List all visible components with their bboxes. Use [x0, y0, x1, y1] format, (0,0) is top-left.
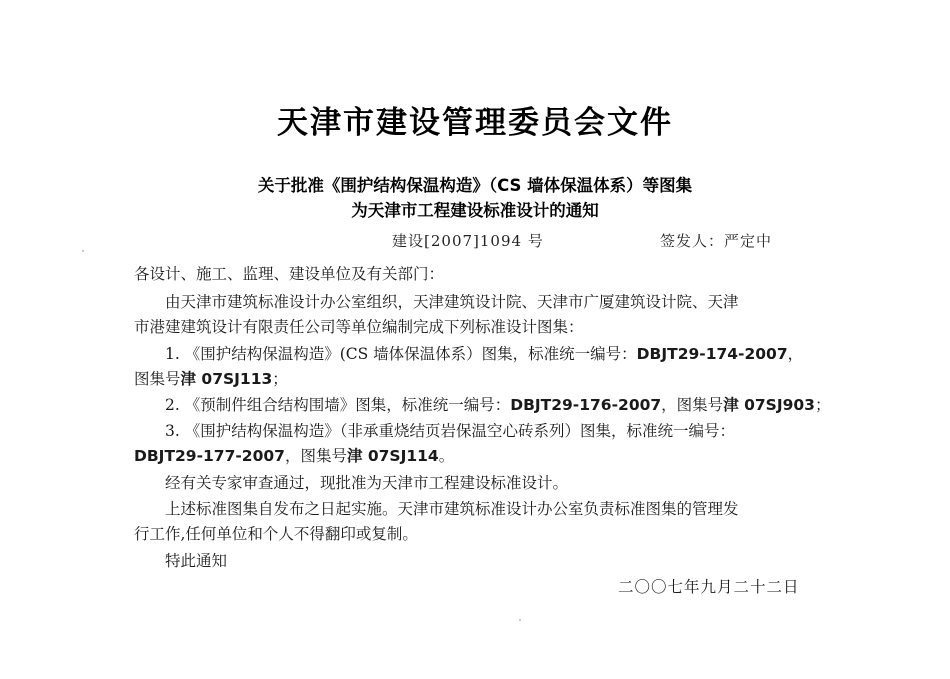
- paragraph-3-line-1: 上述标准图集自发布之日起实施。天津市建筑标准设计办公室负责标准图集的管理发: [165, 500, 739, 518]
- paragraph-2: 经有关专家审查通过，现批准为天津市工程建设标准设计。: [165, 474, 569, 492]
- addressee: 各设计、施工、监理、建设单位及有关部门：: [134, 265, 445, 283]
- paragraph-1-line-2: 市港建建筑设计有限责任公司等单位编制完成下列标准设计图集：: [134, 318, 584, 336]
- scan-speck: [82, 250, 84, 252]
- item-2-atlas-number: 津 07SJ903: [723, 396, 815, 414]
- item-1-code: DBJT29-174-2007: [636, 345, 788, 363]
- document-date: 二〇〇七年九月二十二日: [618, 578, 800, 596]
- item-3-mid: ，图集号: [284, 447, 347, 465]
- closing-line: 特此通知: [165, 552, 228, 570]
- item-1-separator: ，: [787, 345, 804, 363]
- item-2-mid: ，图集号: [661, 396, 724, 414]
- list-item-2: [165, 393, 830, 415]
- document-number: 建设[2007]1094 号: [392, 232, 544, 250]
- item-3-atlas-number: 津 07SJ114: [346, 447, 439, 465]
- item-3-code: DBJT29-177-2007: [134, 447, 285, 465]
- item-1-text: 1. 《围护结构保温构造》(CS 墙体保温体系）图集，标准统一编号：: [165, 345, 637, 363]
- list-item-3-line-1: 3. 《围护结构保温构造》（非承重烧结页岩保温空心砖系列）图集，标准统一编号：: [165, 422, 735, 440]
- item-1-end: ；: [272, 370, 288, 388]
- list-item-3-line-2: [134, 444, 454, 466]
- item-3-end: 。: [438, 447, 455, 465]
- subtitle-line-2: 为天津市工程建设标准设计的通知: [351, 201, 599, 220]
- document-title: 天津市建设管理委员会文件: [277, 105, 673, 141]
- paragraph-3-line-2: 行工作,任何单位和个人不得翻印或复制。: [134, 525, 418, 543]
- scan-speck: [519, 619, 521, 621]
- list-item-1-line-1: [165, 342, 803, 364]
- item-2-end: ；: [814, 396, 831, 414]
- item-2-text: 2. 《预制件组合结构围墙》图集，标准统一编号：: [165, 396, 511, 414]
- item-1-atlas-number: 津 07SJ113: [180, 370, 273, 388]
- item-1-atlas-prefix: 图集号: [134, 370, 181, 388]
- subtitle-line-1: 关于批准《围护结构保温构造》（CS 墙体保温体系）等图集: [257, 176, 693, 195]
- item-2-code: DBJT29-176-2007: [510, 396, 662, 414]
- paragraph-1-line-1: 由天津市建筑标准设计办公室组织，天津建筑设计院、天津市广厦建筑设计院、天津: [165, 293, 739, 311]
- list-item-1-line-2: [134, 367, 288, 389]
- signer: 签发人：严定中: [660, 232, 773, 250]
